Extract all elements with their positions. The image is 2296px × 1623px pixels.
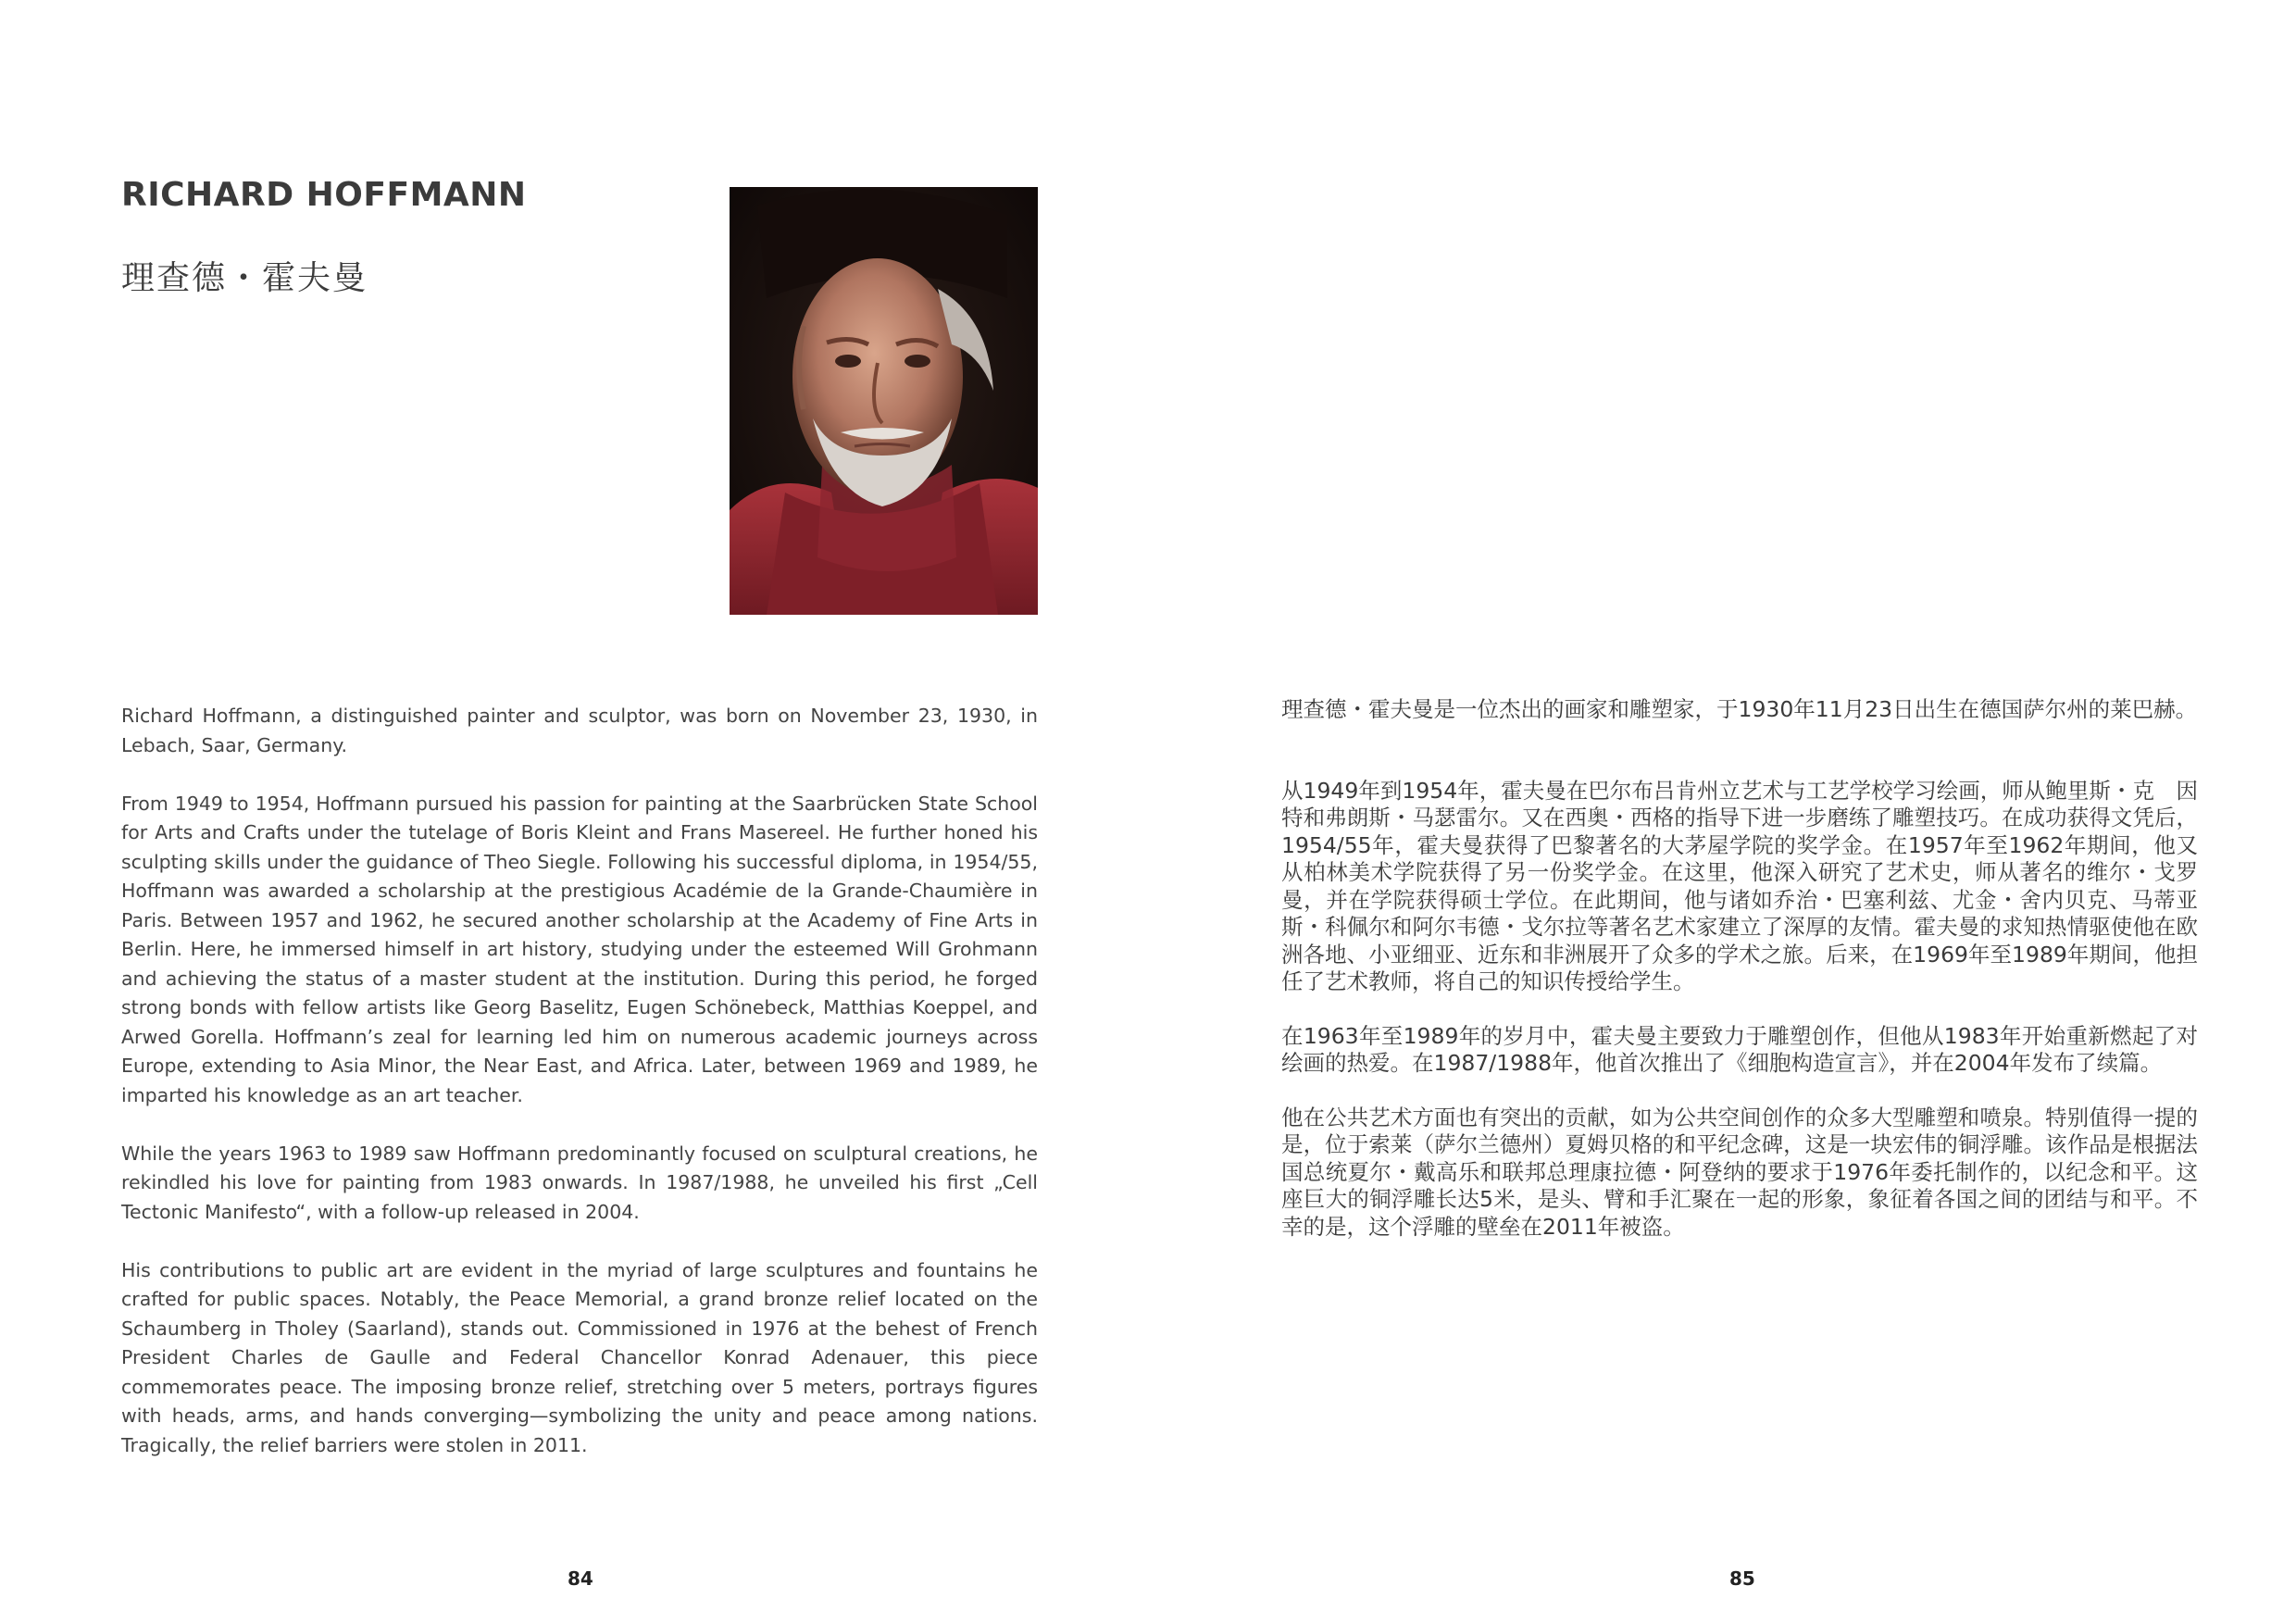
biography-english <box>121 702 1038 1490</box>
bio-paragraph-3: While the years 1963 to 1989 saw Hoffmann predominantly focused on sculptural creations, he rekindled his love for painting from 1983 onwards. In 1987/1988, he unveiled his first „Cell Tectonic Manifesto“, with a follow-up released in 2004. <box>121 1142 1038 1223</box>
bio-paragraph-4: His contributions to public art are evident in the myriad of large sculptures and fountains he crafted for public spaces. Notably, the Peace Memorial, a grand bronze relief located on the Schaumberg in Tholey (Saarland), stands out. Commissioned in 1976 at the behest of French President Charles de Gaulle and Federal Chancellor Konrad Adenauer, this piece commemorates peace. The imposing bronze relief, stretching over 5 meters, portrays figures with heads, arms, and hands converging—symbolizing the unity and peace among nations. Tragically, the relief barriers were stolen in 2011. <box>121 1258 1038 1456</box>
artist-name-english: RICHARD HOFFMANN <box>121 176 527 214</box>
bio-zh-paragraph-3: 在1963年至1989年的岁月中，霍夫曼主要致力于雕塑创作，但他从1983年开始重新燃起了对绘画的热爱。在1987/1988年，他首次推出了《细胞构造宣言》，并在2004年发布了续篇。 <box>1281 1022 2198 1076</box>
right-page <box>1148 0 2296 1623</box>
biography-chinese <box>1281 696 2198 1267</box>
portrait-photo <box>730 187 1038 615</box>
bio-paragraph-2: From 1949 to 1954, Hoffmann pursued his passion for painting at the Saarbrücken State School for Arts and Crafts under the tutelage of Boris Kleint and Frans Masereel. He further honed his sculpting skills under the guidance of Theo Siegle. Following his successful diploma, in 1954/55, Hoffmann was awarded a scholarship at the prestigious Académie de la Grande-Chaumière in Paris. Between 1957 and 1962, he secured another scholarship at the Academy of Fine Arts in Berlin. Here, he immersed himself in art history, studying under the esteemed Will Grohmann and achieving the status of a master student at the institution. During this period, he forged strong bonds with fellow artists like Georg Baselitz, Eugen Schönebeck, Matthias Koeppel, and Arwed Gorella. Hoffmann’s zeal for learning led him on numerous academic journeys across Europe, extending to Asia Minor, the Near East, and Africa. Later, between 1969 and 1989, he imparted his knowledge as an art teacher. <box>121 792 1038 1106</box>
bio-paragraph-1: Richard Hoffmann, a distinguished painter and sculptor, was born on November 23, 1930, in Lebach, Saar, Germany. <box>121 705 1038 756</box>
artist-name-chinese: 理查德・霍夫曼 <box>121 259 368 297</box>
bio-zh-paragraph-4: 他在公共艺术方面也有突出的贡献，如为公共空间创作的众多大型雕塑和喷泉。特别值得一提的是，位于索莱（萨尔兰德州）夏姆贝格的和平纪念碑，这是一块宏伟的铜浮雕。该作品是根据法国总统夏尔・戴高乐和联邦总理康拉德・阿登纳的要求于1976年委托制作的，以纪念和平。这座巨大的铜浮雕长达5米，是头、臂和手汇聚在一起的形象，象征着各国之间的团结与和平。不幸的是，这个浮雕的壁垒在2011年被盗。 <box>1281 1104 2198 1240</box>
bio-zh-paragraph-2: 从1949年到1954年，霍夫曼在巴尔布吕肯州立艺术与工艺学校学习绘画，师从鲍里斯・克 因特和弗朗斯・马瑟雷尔。又在西奥・西格的指导下进一步磨练了雕塑技巧。在成功获得文凭后，1954/55年，霍夫曼获得了巴黎著名的大茅屋学院的奖学金。在1957年至1962年期间，他又从柏林美术学院获得了另一份奖学金。在这里，他深入研究了艺术史，师从著名的维尔・戈罗曼，并在学院获得硕士学位。在此期间，他与诸如乔治・巴塞利兹、尤金・舍内贝克、马蒂亚斯・科佩尔和阿尔韦德・戈尔拉等著名艺术家建立了深厚的友情。霍夫曼的求知热情驱使他在欧洲各地、小亚细亚、近东和非洲展开了众多的学术之旅。后来，在1969年至1989年期间，他担任了艺术教师，将自己的知识传授给学生。 <box>1281 777 2198 994</box>
bio-zh-paragraph-1: 理查德・霍夫曼是一位杰出的画家和雕塑家，于1930年11月23日出生在德国萨尔州的莱巴赫。 <box>1281 696 2198 722</box>
page-number-right: 85 <box>1729 1567 1755 1590</box>
page-number-left: 84 <box>568 1567 593 1590</box>
